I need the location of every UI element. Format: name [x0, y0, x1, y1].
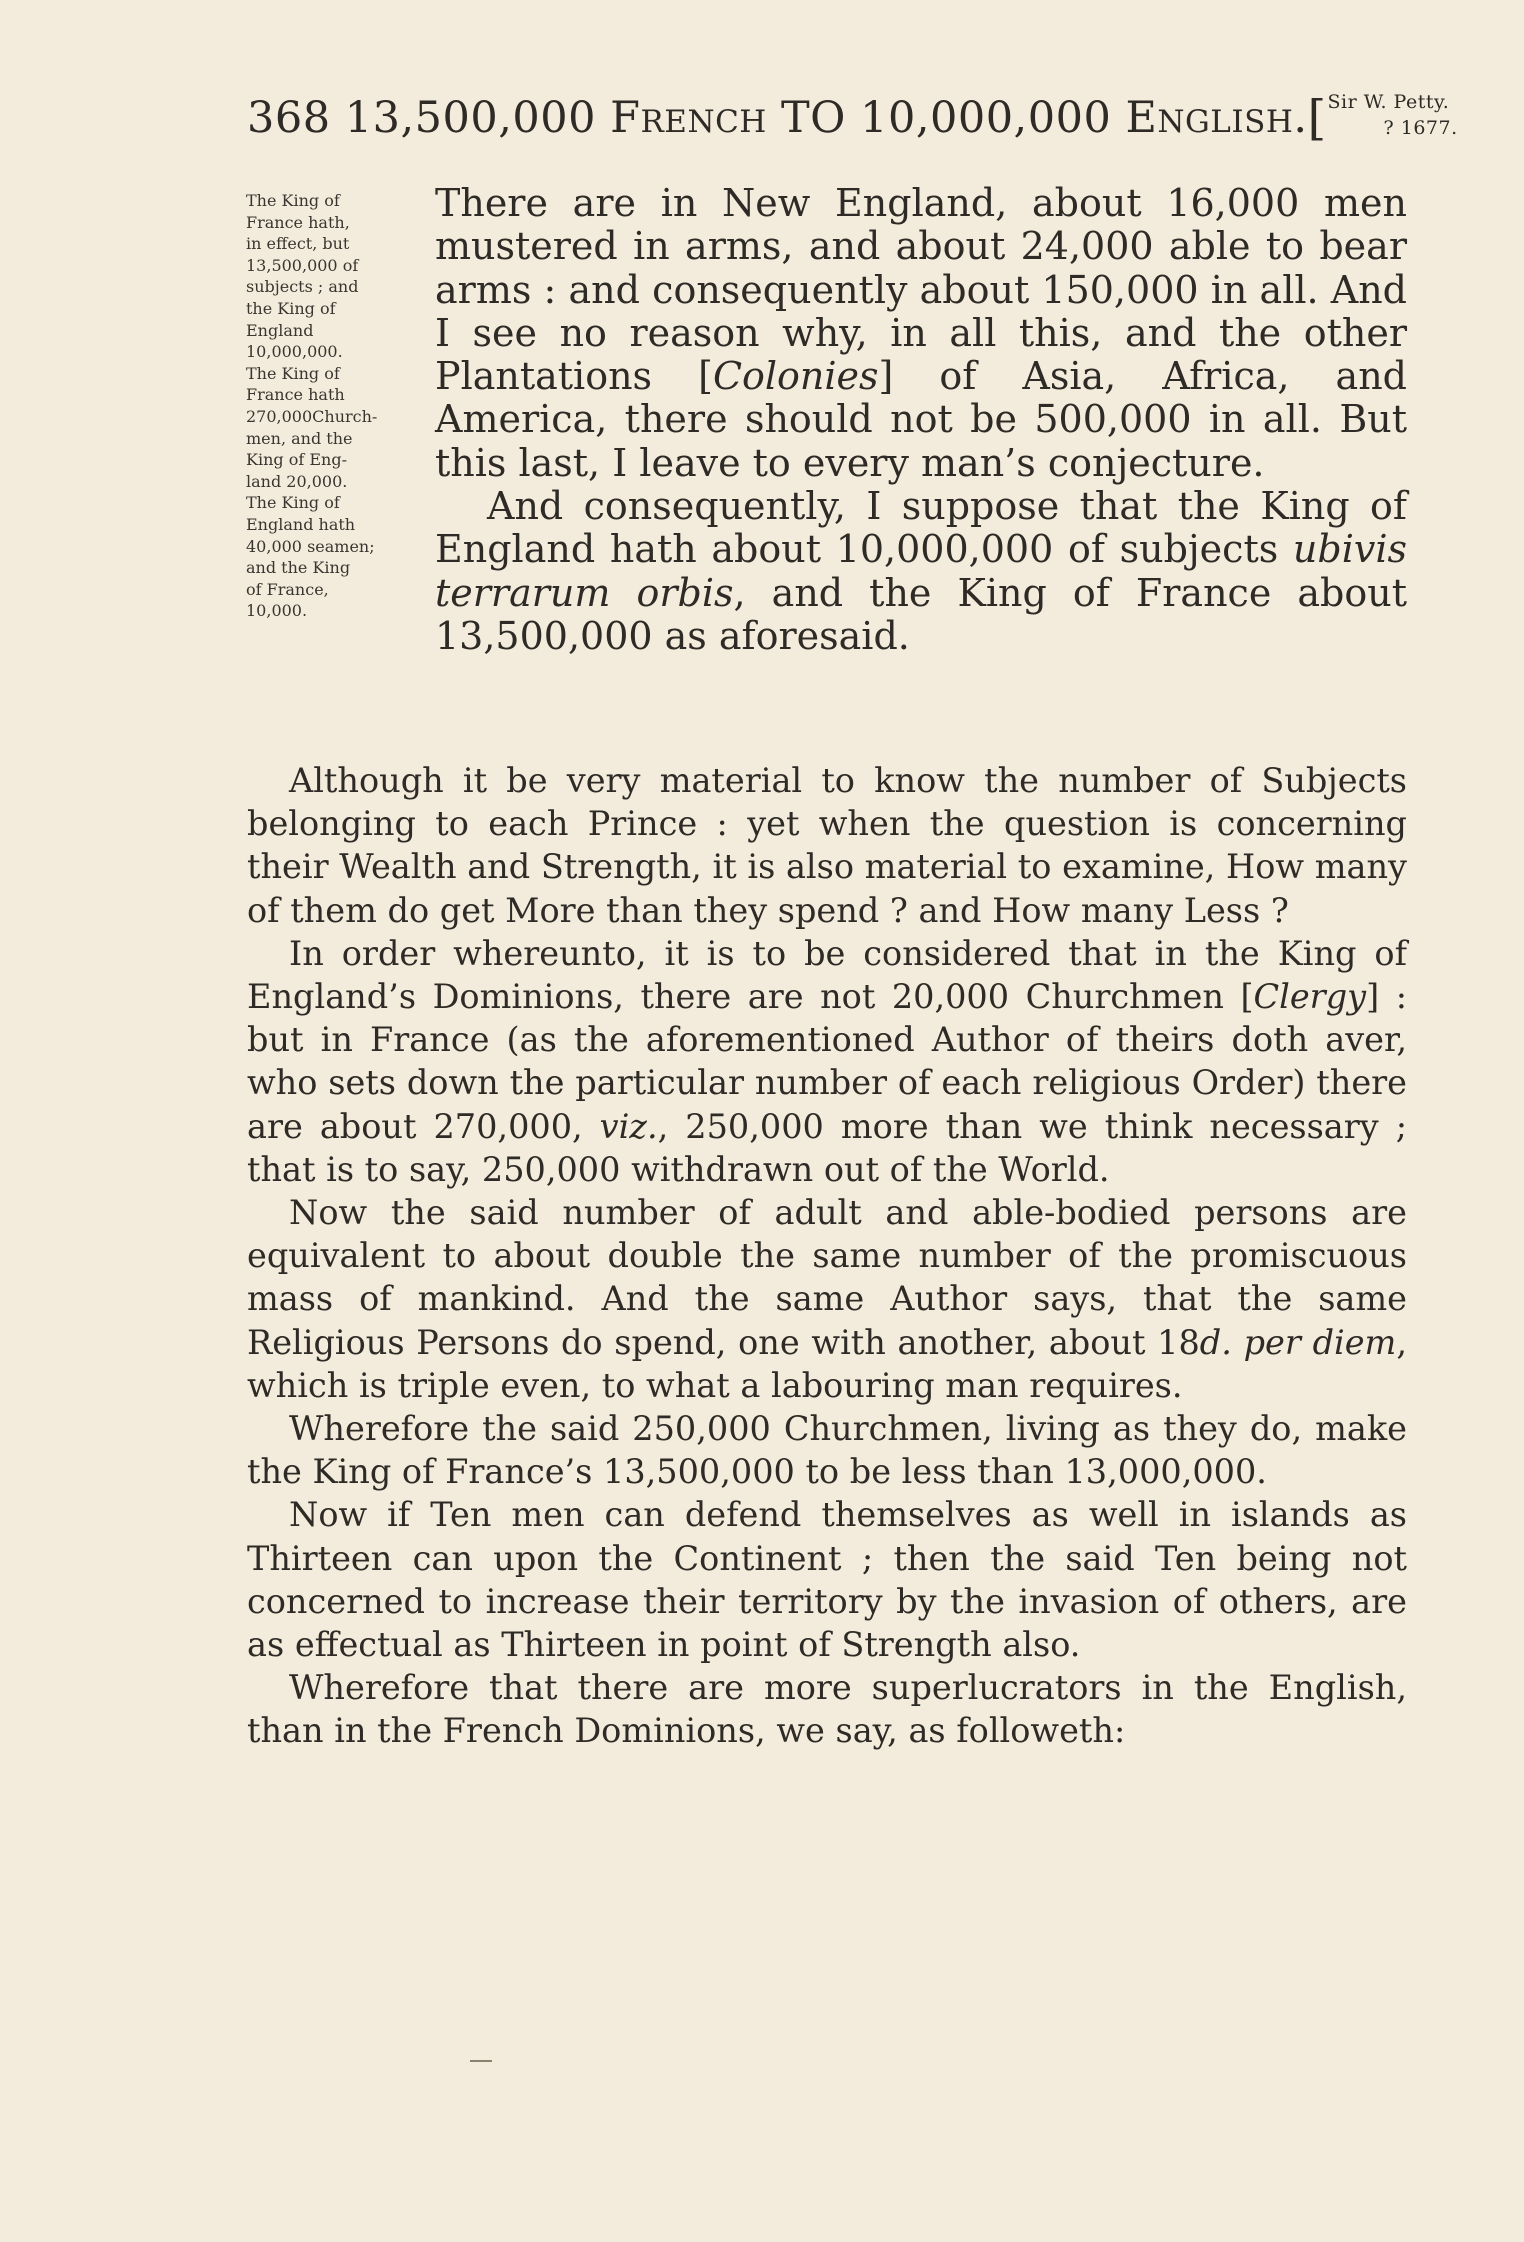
page-mark	[470, 2060, 492, 2062]
paragraph: Now the said number of adult and able-bodied persons are equivalent to about double the same number of the promiscuous mass of mankind. And the same Author says, that the same Religious Persons do spend, one with another, about 18d. per diem, which is triple even, to what a labouring man requires.	[247, 1193, 1407, 1405]
sidenote-line: men, and the	[246, 428, 353, 448]
sidenote-line: the King of	[246, 298, 336, 318]
sidenote-line: 270,000Church-	[246, 406, 378, 426]
running-head	[247, 88, 1458, 152]
paragraph: And consequently, I suppose that the King of England hath about 10,000,000 of subjects ubivis terrarum orbis, and the King of France about 13,500,000 as aforesaid.	[435, 484, 1407, 658]
sidenote-line: 13,500,000 of	[246, 255, 359, 275]
sidenote-line: King of Eng-	[246, 450, 347, 470]
sidenote-line: 10,000.	[246, 601, 308, 621]
paragraph: Wherefore that there are more superlucrators in the English, than in the French Dominions, we say, as followeth:	[247, 1668, 1407, 1751]
sidenote-line: and the King	[246, 558, 351, 578]
main-text-block	[247, 759, 1407, 1753]
paragraph: In order whereunto, it is to be considered that in the King of England’s Dominions, there are not 20,000 Churchmen [Clergy] : but in France (as the aforementioned Author of theirs doth aver, who sets down the particular number of each religious Order) there are about 270,000, viz., 250,000 more than we think necessary ; that is to say, 250,000 withdrawn out of the World.	[247, 933, 1407, 1189]
sidenote-line: The King of	[246, 493, 340, 513]
paragraph: Now if Ten men can defend themselves as well in islands as Thirteen can upon the Continent ; then the said Ten being not concerned to increase their territory by the invasion of others, are as effectual as Thirteen in point of Strength also.	[247, 1495, 1407, 1665]
marginal-note	[246, 190, 430, 622]
sidenote-line: of France,	[246, 579, 329, 599]
sidenote-line: France hath	[246, 385, 345, 405]
paragraph: Although it be very material to know the number of Subjects belonging to each Prince : yet when the question is concerning their Wealth and Strength, it is also material to examine, How many of them do get More than they spend ? and How many Less ?	[247, 761, 1407, 930]
upper-text-block	[435, 182, 1407, 658]
attribution: [ Sir W. Petty. ? 1677.	[1307, 90, 1458, 146]
paragraph: There are in New England, about 16,000 men mustered in arms, and about 24,000 able to bear arms : and consequently about 150,000 in all. And I see no reason why, in all this, and the other Plantations [Colonies] of Asia, Africa, and America, there should not be 500,000 in all. But this last, I leave to every man’s conjecture.	[435, 181, 1407, 485]
page-number: 368	[247, 93, 331, 143]
sidenote-line: subjects ; and	[246, 277, 359, 297]
sidenote-line: 10,000,000.	[246, 342, 343, 362]
sidenote-line: England	[246, 320, 314, 340]
sidenote-line: in effect, but	[246, 234, 350, 254]
paragraph: Wherefore the said 250,000 Churchmen, living as they do, make the King of France’s 13,500,000 to be less than 13,000,000.	[247, 1409, 1407, 1492]
sidenote-line: 40,000 seamen;	[246, 536, 375, 556]
sidenote-line: France hath,	[246, 212, 350, 232]
running-title: 13,500,000 FRENCH TO 10,000,000 ENGLISH.	[344, 93, 1308, 143]
sidenote-line: England hath	[246, 514, 356, 534]
sidenote-line: land 20,000.	[246, 471, 348, 491]
sidenote-line: The King of	[246, 363, 340, 383]
sidenote-line: The King of	[246, 191, 340, 210]
